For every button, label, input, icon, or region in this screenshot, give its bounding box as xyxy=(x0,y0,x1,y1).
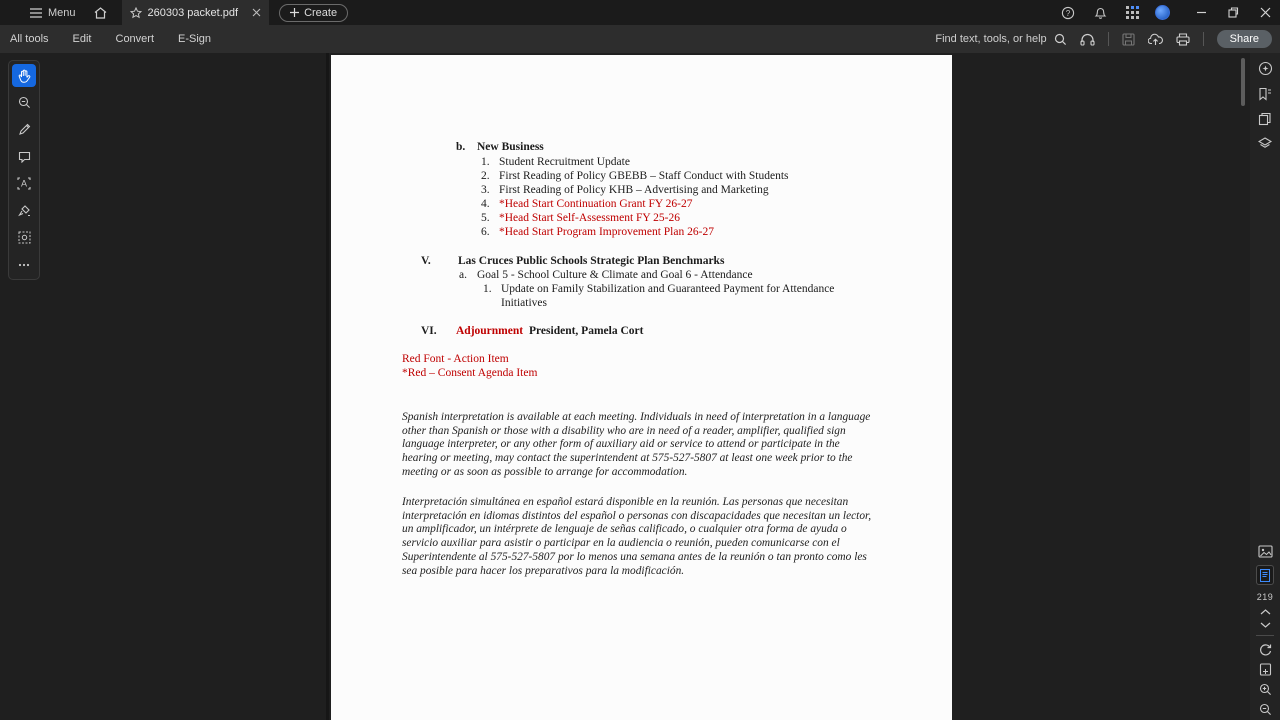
toolbar-divider xyxy=(1108,32,1109,46)
all-tools-menu[interactable]: All tools xyxy=(10,33,49,45)
agenda-item: Student Recruitment Update xyxy=(499,156,630,168)
text-edit-icon xyxy=(17,177,31,190)
pen-icon xyxy=(18,123,31,136)
legend-consent-item: *Red – Consent Agenda Item xyxy=(402,367,538,379)
star-icon[interactable] xyxy=(130,7,142,19)
layers-icon[interactable] xyxy=(1258,137,1272,150)
menu-label: Menu xyxy=(48,6,76,19)
zoom-out-icon[interactable] xyxy=(1259,703,1272,716)
next-page-icon[interactable] xyxy=(1260,622,1271,628)
close-window-button[interactable] xyxy=(1256,4,1274,22)
quick-tools-rail xyxy=(8,60,40,280)
toolbar-divider xyxy=(1203,32,1204,46)
pdf-page xyxy=(331,55,952,720)
plus-icon xyxy=(290,8,299,17)
edit-text-button[interactable] xyxy=(12,172,36,195)
tab-close-icon[interactable] xyxy=(252,8,261,17)
ai-assistant-icon[interactable] xyxy=(1258,61,1273,76)
agenda-item-red: *Head Start Program Improvement Plan 26-27 xyxy=(499,226,714,238)
ellipsis-icon xyxy=(18,263,30,267)
print-icon[interactable] xyxy=(1176,33,1190,46)
page-preview-icon[interactable] xyxy=(1258,545,1273,558)
comment-tool-button[interactable] xyxy=(12,145,36,168)
create-label: Create xyxy=(304,6,338,19)
bookmarks-icon[interactable] xyxy=(1258,87,1272,101)
find-search-input[interactable] xyxy=(935,33,1066,46)
comment-icon xyxy=(18,151,31,163)
svg-text:?: ? xyxy=(1065,8,1071,18)
item-num: 2. xyxy=(481,170,490,182)
home-icon xyxy=(94,7,107,19)
item-num: 5. xyxy=(481,212,490,224)
adjournment-heading: Adjournment xyxy=(456,325,524,337)
more-tools-button[interactable] xyxy=(12,253,36,276)
document-tab[interactable] xyxy=(122,0,270,25)
spanish-accessibility-notice: Interpretación simultánea en español estará disponible en la reunión. Las personas que necesitan interpretación en idiomas distintos del español o personas con discapacidades que necesitan un lector, un amplificador, un intérprete de lenguaje de señas calificado, o cualquier otra forma de ayuda o servicio auxiliar para asistir o participar en la audiencia o reunión, pueden comunicarse con el Superintendente al 575-527-5807 por lo menos una semana antes de la reunión o tan pronto como les sea posible para hacer los preparativos para la modificación. xyxy=(402,496,872,577)
zoom-in-icon[interactable] xyxy=(1259,683,1272,696)
fit-page-icon[interactable] xyxy=(1259,663,1272,676)
item-num: 1. xyxy=(481,156,490,168)
zoom-tool-button[interactable] xyxy=(12,91,36,114)
page-count-indicator: 219 xyxy=(1256,592,1274,602)
hand-tool-button[interactable] xyxy=(12,64,36,87)
share-button[interactable]: Share xyxy=(1217,30,1272,48)
svg-text:A: A xyxy=(20,178,28,189)
read-aloud-icon[interactable] xyxy=(1080,33,1095,46)
section-heading: Las Cruces Public Schools Strategic Plan Benchmarks xyxy=(458,255,725,267)
snapshot-tool-button[interactable] xyxy=(12,226,36,249)
snapshot-icon xyxy=(18,231,31,244)
rail-divider xyxy=(1256,635,1274,636)
agenda-item-red: *Head Start Continuation Grant FY 26-27 xyxy=(499,198,693,210)
list-label: a. xyxy=(459,269,467,281)
adjournment-president: President, Pamela Cort xyxy=(529,325,644,337)
cloud-upload-icon[interactable] xyxy=(1148,33,1163,46)
notifications-bell-icon[interactable] xyxy=(1091,4,1109,22)
agenda-item-red: *Head Start Self-Assessment FY 25-26 xyxy=(499,212,680,224)
main-toolbar xyxy=(0,25,1280,53)
help-icon[interactable] xyxy=(1059,4,1077,22)
page-thumbnails-icon[interactable] xyxy=(1258,112,1272,126)
agenda-item: First Reading of Policy GBEBB – Staff Conduct with Students xyxy=(499,170,789,182)
hand-icon xyxy=(18,69,31,83)
fill-sign-button[interactable] xyxy=(12,199,36,222)
rotate-page-icon[interactable] xyxy=(1259,643,1272,656)
previous-page-icon[interactable] xyxy=(1260,609,1271,615)
agenda-item: Goal 5 - School Culture & Climate and Goal 6 - Attendance xyxy=(477,269,753,281)
save-icon xyxy=(1122,33,1135,46)
item-num: 4. xyxy=(481,198,490,210)
section-num: VI. xyxy=(421,325,437,337)
list-label: b. xyxy=(456,141,466,153)
english-accessibility-notice: Spanish interpretation is available at each meeting. Individuals in need of interpretation in a language other than Spanish or those with a disability who are in need of a reader, amplifier, qualified sign language interpreter, or any other form of auxiliary aid or service to attend or participate in the hearing or meeting, may contact the superintendent at 575-527-5807 at least one week prior to the meeting or as soon as possible to arrange for accommodation. xyxy=(402,411,871,478)
current-page-thumbnail[interactable] xyxy=(1256,565,1274,585)
restore-window-button[interactable] xyxy=(1224,4,1242,22)
hamburger-icon xyxy=(30,8,42,18)
apps-grid-icon[interactable] xyxy=(1123,4,1141,22)
item-num: 3. xyxy=(481,184,490,196)
find-placeholder: Find text, tools, or help xyxy=(935,33,1047,45)
menu-button[interactable] xyxy=(0,0,86,25)
section-num: V. xyxy=(421,255,431,267)
agenda-item: Update on Family Stabilization and Guaranteed Payment for Attendance xyxy=(501,283,835,295)
left-panel-edge xyxy=(326,53,329,720)
user-avatar[interactable] xyxy=(1155,5,1170,20)
edit-menu[interactable]: Edit xyxy=(72,33,92,45)
item-num: 1. xyxy=(483,283,492,295)
esign-menu[interactable]: E-Sign xyxy=(178,33,212,45)
tab-title: 260303 packet.pdf xyxy=(147,6,239,19)
legend-action-item: Red Font - Action Item xyxy=(402,353,509,365)
item-num: 6. xyxy=(481,226,490,238)
create-button[interactable] xyxy=(279,4,348,22)
agenda-item: First Reading of Policy KHB – Advertising and Marketing xyxy=(499,184,769,196)
search-icon xyxy=(1054,33,1067,46)
navigation-rail xyxy=(1250,53,1280,720)
annotate-pen-button[interactable] xyxy=(12,118,36,141)
title-bar xyxy=(0,0,1280,25)
minimize-button[interactable] xyxy=(1192,4,1210,22)
signature-icon xyxy=(18,204,31,217)
home-button[interactable] xyxy=(86,0,116,25)
agenda-item-cont: Initiatives xyxy=(501,297,547,309)
zoom-select-icon xyxy=(18,96,31,109)
section-heading: New Business xyxy=(477,141,544,153)
convert-menu[interactable]: Convert xyxy=(115,33,155,45)
vertical-scrollbar[interactable] xyxy=(1241,58,1245,106)
